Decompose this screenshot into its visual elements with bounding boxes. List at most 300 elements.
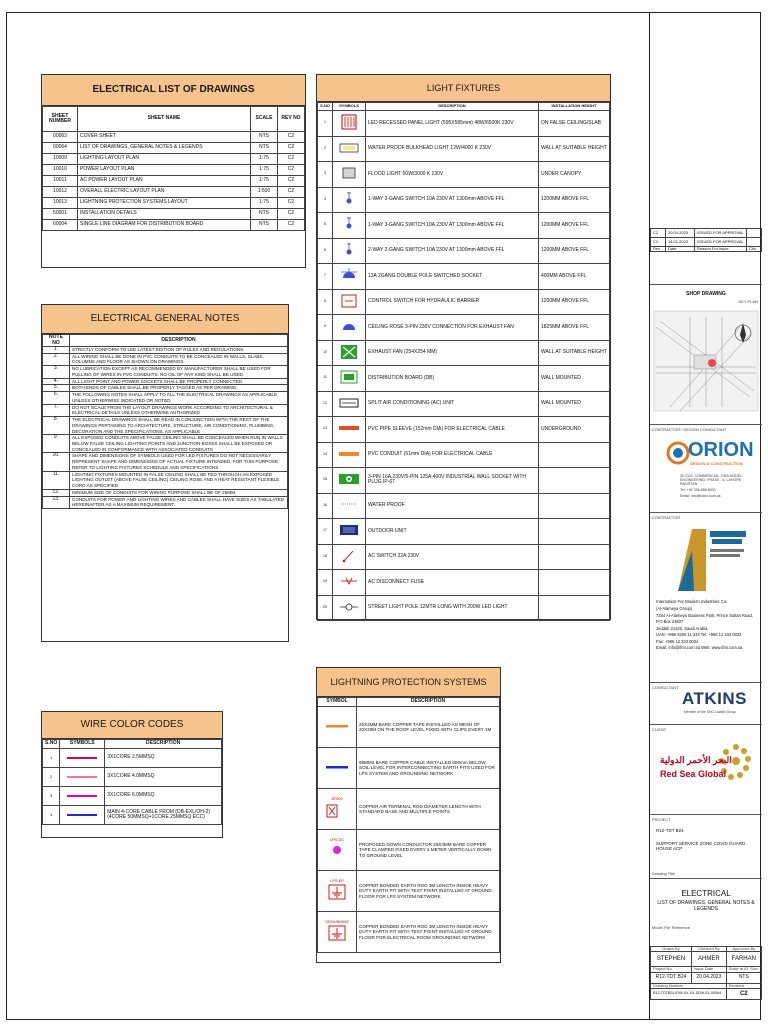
light-fixtures-title: LIGHT FIXTURES bbox=[317, 75, 610, 102]
fixture-sno: 2 bbox=[318, 136, 333, 162]
sheet-number: 10011 bbox=[43, 176, 78, 187]
orion-tel: Tel: +92 336 888 8000 bbox=[680, 488, 716, 492]
table-row bbox=[43, 187, 305, 198]
note-text: LIGHTING FIXTURES MOUNTED IN FALSE CEILING SHALL BE FED THROUGH AN EXPOSED LIGHTING OUTLET (ABOVE FALSE CEILING) CEILING ROSE AND A HEAT RESISTANT FLEXIBLE CORD AS SPECIFIED bbox=[70, 471, 288, 489]
fixture-sno: 3 bbox=[318, 162, 333, 188]
issue-date-label: Issue Date bbox=[692, 967, 727, 972]
table-row bbox=[43, 385, 288, 392]
fixture-desc: 1-WAY 2-GANG SWITCH 10A 230V AT 1300mm ABOVE FFL bbox=[366, 187, 539, 213]
ac-fuse-icon bbox=[337, 572, 361, 590]
note-number: 1. bbox=[43, 347, 70, 354]
table-row bbox=[318, 366, 610, 392]
fixture-symbol bbox=[333, 315, 366, 341]
scale-value: NTS bbox=[726, 972, 761, 983]
sheet-scale: 1:500 bbox=[251, 187, 278, 198]
sheet-scale: NTS bbox=[251, 132, 278, 143]
lightning-panel bbox=[316, 667, 501, 963]
pvc-sleeve-icon bbox=[337, 419, 361, 437]
fixture-desc: 1-WAY 3-GANG SWITCH 10A 230V AT 1300mm ABOVE FFL bbox=[366, 213, 539, 239]
project-label: PROJECT bbox=[652, 817, 671, 822]
fixture-height: WALL MOUNTED bbox=[539, 391, 610, 417]
fixture-sno: 11 bbox=[318, 366, 333, 392]
consultant-section bbox=[650, 682, 762, 724]
people-table bbox=[650, 946, 762, 1000]
wire-color-line-icon bbox=[67, 757, 97, 759]
fixture-symbol bbox=[333, 187, 366, 213]
wire-sno: 3 bbox=[43, 787, 60, 806]
table-row bbox=[43, 143, 305, 154]
fixture-symbol bbox=[333, 417, 366, 443]
table-row bbox=[43, 417, 288, 435]
project-section bbox=[650, 814, 762, 878]
fixture-height bbox=[539, 468, 610, 494]
lightning-title: LIGHTNING PROTECTION SYSTEMS bbox=[317, 668, 500, 697]
table-row bbox=[43, 404, 288, 416]
lps-symbol bbox=[318, 830, 357, 871]
note-number: 7. bbox=[43, 404, 70, 416]
sheet-scale: 1:75 bbox=[251, 176, 278, 187]
lps-desc: COPPER AIR TERMINAL ROD DIAMETER LENGTH WITH STANDARD BASE AND MULTIPLE POINTS bbox=[357, 789, 500, 830]
note-number: 2. bbox=[43, 353, 70, 365]
fixture-sno: 19 bbox=[318, 570, 333, 596]
general-notes-table bbox=[42, 334, 288, 509]
table-row bbox=[43, 489, 288, 496]
consultant-label: CONSULTANT bbox=[652, 685, 679, 690]
light-fixtures-table bbox=[317, 102, 610, 621]
client-section bbox=[650, 724, 762, 814]
table-row bbox=[318, 570, 610, 596]
fixture-desc: EXHAUST FAN (254X254 MM) bbox=[366, 340, 539, 366]
imi-address-line: 7284 Al-Alameya Business Park, Prince Sultan Road, bbox=[656, 612, 753, 618]
note-text: ALL WIRING SHALL BE DONE IN PVC CONDUITS TO BE CONCEALED IN WALLS, SLABS, COLUMNS AND FLOOR AS SHOWN ON DRAWINGS. bbox=[70, 353, 288, 365]
wire-color-line-icon bbox=[67, 814, 97, 816]
lps-symbol bbox=[318, 748, 357, 789]
fixture-height: WALL AT SUITABLE HEIGHT bbox=[539, 136, 610, 162]
checked-by: AHMER bbox=[692, 952, 727, 967]
contractor-label: CONTRACTOR / DESIGN CONSULTANT bbox=[652, 427, 727, 432]
note-number: 5. bbox=[43, 385, 70, 392]
note-number: 10. bbox=[43, 453, 70, 471]
fixture-sno: 14 bbox=[318, 442, 333, 468]
title-block bbox=[649, 12, 761, 1020]
drawing-number-label: Drawing Number bbox=[651, 983, 727, 988]
fixture-desc: PVC PIPE SLEEVE (152mm DIA) FOR ELECTRICAL CABLE bbox=[366, 417, 539, 443]
wire-symbol bbox=[60, 806, 105, 825]
approved-by-label: Approved By bbox=[726, 947, 761, 952]
distribution-board-icon bbox=[337, 368, 361, 386]
wire-desc: 3X1CORE 2.5MMSQ bbox=[105, 749, 222, 768]
table-row bbox=[318, 264, 610, 290]
fixture-sno: 7 bbox=[318, 264, 333, 290]
ac-switch-icon bbox=[337, 547, 361, 565]
table-row bbox=[318, 789, 500, 830]
col-wire-sno: S.NO bbox=[43, 740, 60, 749]
project-name: SUPPORT SERVICE ZONE COVID GUARD HOUSE ACP bbox=[656, 841, 746, 851]
revision-row bbox=[651, 229, 762, 238]
fixture-desc: 3-PIN 16A,230V/5-PIN 125A,400V INDUSTRIAL WALL SOCKET WITH PLUG IP-67 bbox=[366, 468, 539, 494]
table-row bbox=[318, 391, 610, 417]
fixture-desc: CONTROL SWITCH FOR HYDRAULIC BARRIER bbox=[366, 289, 539, 315]
fixture-sno: 18 bbox=[318, 544, 333, 570]
revision-date: 20.04.2023 bbox=[666, 229, 695, 238]
imi-address-line: Email: info@ifmi.com.sa Web: www.ifmi.com.sa bbox=[656, 645, 743, 651]
fixture-sno: 4 bbox=[318, 187, 333, 213]
sheet-scale: 1:75 bbox=[251, 198, 278, 209]
note-number: 13. bbox=[43, 496, 70, 508]
control-switch-icon bbox=[337, 292, 361, 310]
table-row bbox=[318, 595, 610, 621]
led-panel-icon bbox=[337, 113, 361, 131]
fixture-symbol bbox=[333, 366, 366, 392]
lps-desc: COPPER BONDED EARTH ROD 3M LENGTH INSIDE HEAVY DUTY EARTH PIT WITH TEST POINT INSTALLED AT GROUND FLOOR FOR ELECTRICAL ROOM GROUNDING NETWORK bbox=[357, 912, 500, 953]
wire-color-line-icon bbox=[67, 795, 97, 797]
down-conductor-icon bbox=[325, 842, 349, 860]
fixture-desc: WATER PROOF bbox=[366, 493, 539, 519]
wire-sno: 4 bbox=[43, 806, 60, 825]
note-number: 8. bbox=[43, 417, 70, 435]
exhaust-fan-icon bbox=[337, 343, 361, 361]
fixture-sno: 6 bbox=[318, 238, 333, 264]
checked-by-label: Checked By bbox=[692, 947, 727, 952]
table-row bbox=[43, 453, 288, 471]
table-row bbox=[43, 366, 288, 378]
note-number: 6. bbox=[43, 392, 70, 404]
fixture-height bbox=[539, 442, 610, 468]
rev-header-chk: Chk bbox=[747, 247, 762, 252]
table-row bbox=[318, 315, 610, 341]
wire-symbol bbox=[60, 749, 105, 768]
table-row bbox=[318, 340, 610, 366]
note-number: 4. bbox=[43, 378, 70, 385]
fixture-sno: 12 bbox=[318, 391, 333, 417]
orion-sub: DESIGN & CONSTRUCTION bbox=[690, 461, 743, 466]
sheet-rev: C2 bbox=[278, 132, 305, 143]
fixture-desc: STREET LIGHT POLE 12MTR LONG WITH 200W LED LIGHT bbox=[366, 595, 539, 621]
note-text: ALL EXPOSED CONDUITS ABOVE FALSE CEILING SHALL BE CONCEALED WHEN RUN IN WALLS BELOW FALSE CEILING LIGHTING POINTS AND JUNCTION BOXES SHALL BE EXPOSED OR CONCEALED IN CONFORMANCE WITH ASSOCIATED CONDUITS bbox=[70, 435, 288, 453]
fixture-sno: 16 bbox=[318, 493, 333, 519]
fixture-symbol bbox=[333, 391, 366, 417]
earth-rod-grounding-icon bbox=[325, 924, 349, 942]
waterproof-icon bbox=[337, 496, 361, 514]
fixture-symbol bbox=[333, 570, 366, 596]
bulkhead-light-icon bbox=[337, 139, 361, 157]
table-row bbox=[43, 347, 288, 354]
key-plan-label: KEY PLAN bbox=[738, 299, 758, 304]
fixture-desc: OUTDOOR UNIT bbox=[366, 519, 539, 545]
outdoor-unit-icon bbox=[337, 521, 361, 539]
ceiling-rose-icon bbox=[337, 317, 361, 335]
table-row bbox=[318, 912, 500, 953]
col-wire-symbol: SYMBOLS bbox=[60, 740, 105, 749]
fixture-symbol bbox=[333, 162, 366, 188]
table-row bbox=[43, 154, 305, 165]
fixture-height: WALL MOUNTED bbox=[539, 366, 610, 392]
switch-1way-icon bbox=[337, 190, 361, 208]
table-row bbox=[43, 165, 305, 176]
fixture-desc: AC DISCONNECT FUSE bbox=[366, 570, 539, 596]
drawn-by-label: Drawn By bbox=[651, 947, 692, 952]
note-text: NO LUBRICATION EXCEPT AS RECOMMENDED BY MANUFACTURER SHALL BE USED FOR PULLING OF WIRES IN PVC CONDUITS. NO OIL OF ANY KIND SHALL BE USED. bbox=[70, 366, 288, 378]
lps-symbol bbox=[318, 707, 357, 748]
scale-label: Scale at A1 Size bbox=[726, 967, 761, 972]
col-lps-symbol: SYMBOL bbox=[318, 698, 357, 707]
orion-address: 32-CCA, COMMERCIAL, DHA MODEL ENGINEERING, PHASE - 6, LAHORE PAKISTAN bbox=[680, 474, 743, 486]
title-sub: LIST OF DRAWINGS, GENERAL NOTES & LEGENDS bbox=[657, 900, 755, 912]
imi-contractor-section bbox=[650, 512, 762, 682]
table-row bbox=[318, 289, 610, 315]
lps-symbol bbox=[318, 871, 357, 912]
sheet-number: 10013 bbox=[43, 198, 78, 209]
table-row bbox=[318, 417, 610, 443]
sheet-rev: C2 bbox=[278, 143, 305, 154]
fixture-height bbox=[539, 595, 610, 621]
sheet-rev: C2 bbox=[278, 154, 305, 165]
air-terminal-icon bbox=[325, 801, 349, 819]
general-notes-panel bbox=[41, 304, 289, 642]
general-notes-title: ELECTRICAL GENERAL NOTES bbox=[42, 305, 288, 334]
fixture-height: 1200MM ABOVE FFL bbox=[539, 187, 610, 213]
wire-symbol bbox=[60, 768, 105, 787]
fixture-symbol bbox=[333, 493, 366, 519]
wire-sno: 1 bbox=[43, 749, 60, 768]
sheet-name: INSTALLATION DETAILS bbox=[78, 209, 251, 220]
table-row bbox=[43, 806, 222, 825]
fixture-desc: CEILING ROSE 3-PIN 230V CONNECTION FOR EXHAUST FAN bbox=[366, 315, 539, 341]
approved-by: FARHAN bbox=[726, 952, 761, 967]
sheet-name: SINGLE LINE DIAGRAM FOR DISTRIBUTION BOARD bbox=[78, 220, 251, 231]
issue-date: 20.04.2023 bbox=[692, 972, 727, 983]
revision-label: Revision bbox=[726, 983, 761, 988]
fixture-height: 1200MM ABOVE FFL bbox=[539, 238, 610, 264]
fixture-symbol bbox=[333, 519, 366, 545]
imi-address-line: UAN: +966 9200 11 333 Tel: +966 12 233 0033 bbox=[656, 632, 742, 638]
wire-sno: 2 bbox=[43, 768, 60, 787]
sheet-number: 00063 bbox=[43, 132, 78, 143]
fixture-desc: PVC CONDUIT (51mm DIA) FOR ELECTRICAL CABLE bbox=[366, 442, 539, 468]
wire-color-line-icon bbox=[67, 776, 97, 778]
fixture-height bbox=[539, 544, 610, 570]
fixture-sno: 20 bbox=[318, 595, 333, 621]
note-text: CONDUITS FOR POWER AND LIGHTING WIRES AND CABLES SHALL HAVE SIZES AS TABULATED HEREINAFTER AS A MAXIMUM REQUIREMENT. bbox=[70, 496, 288, 508]
sheet-scale: NTS bbox=[251, 143, 278, 154]
fixture-height: UNDER CANOPY bbox=[539, 162, 610, 188]
project-no-label: Project No bbox=[651, 967, 692, 972]
table-row bbox=[43, 471, 288, 489]
fixture-symbol bbox=[333, 289, 366, 315]
copper-cable-blue-icon bbox=[325, 758, 349, 776]
fixture-sno: 10 bbox=[318, 340, 333, 366]
fixture-desc: WATER PROOF BULKHEAD LIGHT 12W/4000 K 230V bbox=[366, 136, 539, 162]
table-row bbox=[318, 238, 610, 264]
note-text: ALL LIGHT POINT AND POWER SOCKETS SHALL BE PROPERLY CONNECTED. bbox=[70, 378, 288, 385]
orion-logo bbox=[666, 439, 756, 469]
lps-symbol-label: LPS-EP bbox=[330, 878, 344, 883]
drawing-title-section bbox=[650, 878, 762, 934]
col-note-desc: DESCRIPTION bbox=[70, 335, 288, 347]
table-row bbox=[318, 830, 500, 871]
fixture-height: 1200MM ABOVE FFL bbox=[539, 289, 610, 315]
rev-header-rev: Rev bbox=[651, 247, 666, 252]
table-row bbox=[43, 496, 288, 508]
col-rev-no: REV NO bbox=[278, 107, 305, 132]
table-row bbox=[43, 220, 305, 231]
client-arabic: البحر الأحمر الدولية bbox=[660, 755, 732, 765]
atkins-logo: ATKINS bbox=[682, 689, 748, 708]
col-wire-desc: DESCRIPTION bbox=[105, 740, 222, 749]
table-row bbox=[43, 198, 305, 209]
light-fixtures-panel bbox=[316, 74, 611, 620]
fixture-symbol bbox=[333, 544, 366, 570]
table-row bbox=[318, 187, 610, 213]
lps-symbol-label: AT500 bbox=[331, 796, 343, 801]
drawing-type: SHOP DRAWING bbox=[686, 291, 726, 297]
switch-1way-3gang-icon bbox=[337, 215, 361, 233]
lps-desc: COPPER BONDED EARTH ROD 3M LENGTH INSIDE HEAVY DUTY EARTH PIT WITH TEST POINT INSTALLED AT GROUND FLOOR FOR LPS SYSTEM NETWORK bbox=[357, 871, 500, 912]
note-text: DO NOT SCALE FROM THE LAYOUT DRAWINGS WORK ACCORDING TO ARCHITECTURAL & ELECTRICAL DETAILS UNLESS OTHERWISE AUTHORIZED bbox=[70, 404, 288, 416]
sheet-rev: C2 bbox=[278, 165, 305, 176]
lps-symbol bbox=[318, 789, 357, 830]
rev-header-reason: Reason For Issue bbox=[695, 247, 747, 252]
table-row bbox=[318, 493, 610, 519]
note-number: 9. bbox=[43, 435, 70, 453]
table-row bbox=[318, 162, 610, 188]
sheet-scale: 1:75 bbox=[251, 154, 278, 165]
sheet-number: 60004 bbox=[43, 220, 78, 231]
note-text: STRICTLY CONFORM TO LEE LATEST EDITION OF RULES AND REGULATIONS. bbox=[70, 347, 288, 354]
imi-contractor-label: CONTRACTOR bbox=[652, 515, 681, 520]
table-row bbox=[318, 442, 610, 468]
wire-codes-title: WIRE COLOR CODES bbox=[42, 712, 222, 739]
fixture-symbol bbox=[333, 264, 366, 290]
lps-symbol-label: GROUNDING bbox=[325, 919, 349, 924]
fixture-sno: 15 bbox=[318, 468, 333, 494]
col-lf-sno: S.NO bbox=[318, 103, 333, 111]
model-file-label: Model File Reference bbox=[652, 925, 691, 930]
fixture-symbol bbox=[333, 340, 366, 366]
drawing-title-label: Drawing Title bbox=[652, 871, 676, 876]
fixture-sno: 8 bbox=[318, 289, 333, 315]
wire-codes-panel bbox=[41, 711, 223, 838]
note-text: SHAPE AND DIMENSIONS OF SYMBOLS USED FOR LED FIXTURES DO NOT NECESSARILY REPRESENT SHAPE AND DIMENSIONS OF ACTUAL FIXTURE INTENDED. FOR THIS PURPOSE REFER TO LIGHTING FIXTURES SCHEDULE AND SPECIFICATIONS bbox=[70, 453, 288, 471]
revision-reason: ISSUED FOR APPROVAL bbox=[695, 229, 747, 238]
table-row bbox=[318, 871, 500, 912]
sheet-name: LIST OF DRAWINGS, GENERAL NOTES & LEGENDS bbox=[78, 143, 251, 154]
lps-desc: 25X3MM BARE COPPER TAPE INSTALLED AS MESH OF 20X20M ON THE ROOF LEVEL FIXED WITH CLIPS EVERY 1M bbox=[357, 707, 500, 748]
flood-light-icon bbox=[337, 164, 361, 182]
drawings-list-title: ELECTRICAL LIST OF DRAWINGS bbox=[42, 75, 305, 106]
sheet-name: OVERALL ELECTRIC LAYOUT PLAN bbox=[78, 187, 251, 198]
table-row bbox=[43, 787, 222, 806]
copper-tape-orange-icon bbox=[325, 717, 349, 735]
imi-address-line: P.O.Box 23837 bbox=[656, 619, 684, 625]
switch-2way-icon bbox=[337, 241, 361, 259]
imi-logo bbox=[670, 521, 768, 601]
fixture-symbol bbox=[333, 111, 366, 137]
lightning-table bbox=[317, 697, 500, 953]
table-row bbox=[43, 132, 305, 143]
pvc-conduit-icon bbox=[337, 445, 361, 463]
table-row bbox=[318, 519, 610, 545]
revision-code: C2 bbox=[651, 229, 666, 238]
note-text: BOTH ENDS OF CABLES SHALL BE PROPERLY TAGGED AS PER DRAWING. bbox=[70, 385, 288, 392]
sheet-number: 50001 bbox=[43, 209, 78, 220]
fixture-height: 400MM ABOVE FFL bbox=[539, 264, 610, 290]
sheet-scale: 1:75 bbox=[251, 165, 278, 176]
title-main: ELECTRICAL bbox=[681, 889, 731, 898]
col-lf-symbol: SYMBOLS bbox=[333, 103, 366, 111]
sheet-number: 10012 bbox=[43, 187, 78, 198]
key-plan-drawing bbox=[650, 307, 762, 417]
project-no: R12-TDT B24 bbox=[651, 972, 692, 983]
contractor-design-section bbox=[650, 424, 762, 512]
col-sheet-name: SHEET NAME bbox=[78, 107, 251, 132]
drawing-number: R12-TDTB24-IFMI-XX-XX-DDW-EL-00064 bbox=[651, 989, 727, 1000]
fixture-sno: 9 bbox=[318, 315, 333, 341]
revision-chk bbox=[747, 229, 762, 238]
sheet-rev: C2 bbox=[278, 209, 305, 220]
table-row bbox=[43, 209, 305, 220]
note-number: 11. bbox=[43, 471, 70, 489]
revision-date: 14.01.2023 bbox=[666, 238, 695, 247]
fixture-symbol bbox=[333, 595, 366, 621]
fixture-desc: AC SWITCH 32A 230V bbox=[366, 544, 539, 570]
table-row bbox=[43, 353, 288, 365]
table-row bbox=[318, 544, 610, 570]
sheet-scale: NTS bbox=[251, 209, 278, 220]
drawings-list-panel bbox=[41, 74, 306, 268]
note-number: 3. bbox=[43, 366, 70, 378]
street-light-icon bbox=[337, 598, 361, 616]
drawn-by: STEPHEN bbox=[651, 952, 692, 967]
fixture-desc: LED RECESSED PANEL LIGHT (595X595mm) 48W/6500K 230V bbox=[366, 111, 539, 137]
revision-value: C2 bbox=[726, 989, 761, 1000]
table-row bbox=[43, 749, 222, 768]
table-row bbox=[318, 136, 610, 162]
wire-symbol bbox=[60, 787, 105, 806]
orion-logo-mark bbox=[666, 441, 690, 465]
wire-desc: 3X1CORE 6.0MMSQ bbox=[105, 787, 222, 806]
note-text: THE FOLLOWING NOTES SHALL APPLY TO ALL THE ELECTRICAL DRAWINGS AS APPLICABLE UNLESS OTHERWISE INDICATED OR NOTED bbox=[70, 392, 288, 404]
imi-address-line: (Al-Alameya Group) bbox=[656, 606, 693, 611]
fixture-desc: FLOOD LIGHT 50W/3000 K 230V bbox=[366, 162, 539, 188]
wire-desc: 3X1CORE 4.0MMSQ bbox=[105, 768, 222, 787]
fixture-height bbox=[539, 570, 610, 596]
fixture-height: UNDERGROUND bbox=[539, 417, 610, 443]
imi-address-lines bbox=[656, 606, 760, 652]
col-lf-desc: DESCRIPTION bbox=[366, 103, 539, 111]
orion-email: Email: info@odcs.com.pk bbox=[680, 494, 721, 498]
sheet-name: LIGHTNING PROTECTION SYSTEMS LAYOUT bbox=[78, 198, 251, 209]
atkins-sub: Member of the SNC-Lavalin Group bbox=[684, 710, 737, 714]
fixture-symbol bbox=[333, 136, 366, 162]
lps-symbol bbox=[318, 912, 357, 953]
col-lf-height: INSTALLATION HEIGHT bbox=[539, 103, 610, 111]
imi-name: Internation For Modern Industries Co. bbox=[656, 599, 728, 604]
orion-name: ORION bbox=[688, 439, 754, 461]
imi-address-line: Fax: +966 12 233 0034 bbox=[656, 638, 699, 644]
col-sheet-number: SHEET NUMBER bbox=[43, 107, 78, 132]
note-text: THE ELECTRICAL DRAWINGS SHALL BE READ IN CONJUNCTION WITH THE REST OF THE DRAWINGS PERTAINING TO ARCHITECTURE, STRUCTURE, AIR CONDITIONING, PLUMBING, DECORATION AND THE SPECIFICATIONS, AS APPLICABLE bbox=[70, 417, 288, 435]
table-row bbox=[318, 213, 610, 239]
fixture-height bbox=[539, 493, 610, 519]
split-ac-icon bbox=[337, 394, 361, 412]
col-lps-desc: DESCRIPTION bbox=[357, 698, 500, 707]
fixture-desc: SPLIT AIR CONDITIONING (AC) UNIT bbox=[366, 391, 539, 417]
client-label: CLIENT bbox=[652, 727, 667, 732]
lps-desc: PROPOSED DOWN CONDUCTOR 25X3MM BARE COPPER TAPE CLAMPED FIXED EVERY 1 METER VERTICALLY DOWN TO GROUND LEVEL bbox=[357, 830, 500, 871]
sheet-number: 10010 bbox=[43, 165, 78, 176]
sheet-number: 00064 bbox=[43, 143, 78, 154]
